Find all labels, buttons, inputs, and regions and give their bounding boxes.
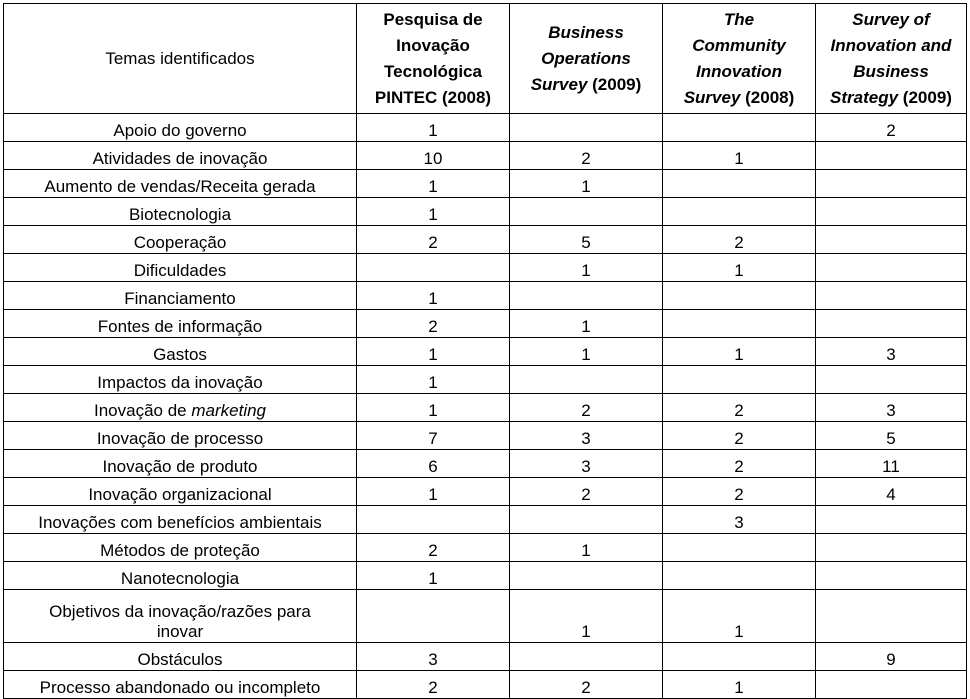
table-row — [4, 198, 967, 226]
value-cell — [816, 282, 967, 310]
header-bos-line1: Business — [548, 22, 624, 42]
table-row — [4, 422, 967, 450]
value-cell: 2 — [663, 450, 816, 478]
value-cell — [663, 170, 816, 198]
value-cell: 3 — [816, 394, 967, 422]
value-cell: 3 — [663, 506, 816, 534]
header-bos-line3: Survey — [530, 74, 588, 94]
value-cell: 2 — [510, 394, 663, 422]
table-row — [4, 394, 967, 422]
value-cell: 1 — [357, 562, 510, 590]
table-row — [4, 671, 967, 699]
value-cell: 1 — [357, 366, 510, 394]
value-cell — [816, 254, 967, 282]
theme-cell: Cooperação — [4, 226, 357, 254]
table-row — [4, 562, 967, 590]
table-row — [4, 170, 967, 198]
value-cell — [816, 506, 967, 534]
theme-cell: Biotecnologia — [4, 198, 357, 226]
theme-cell: Gastos — [4, 338, 357, 366]
value-cell: 1 — [357, 114, 510, 142]
theme-cell: Atividades de inovação — [4, 142, 357, 170]
theme-cell: Inovação organizacional — [4, 478, 357, 506]
value-cell: 2 — [816, 114, 967, 142]
table-row — [4, 366, 967, 394]
header-pintec-line4: PINTEC (2008) — [374, 87, 492, 107]
value-cell: 1 — [510, 254, 663, 282]
value-cell: 1 — [357, 394, 510, 422]
value-cell — [816, 671, 967, 699]
value-cell: 3 — [357, 643, 510, 671]
value-cell: 1 — [663, 590, 816, 643]
value-cell: 2 — [663, 394, 816, 422]
table-row — [4, 450, 967, 478]
value-cell — [663, 643, 816, 671]
theme-text-line2: inovar — [156, 622, 204, 641]
table-row — [4, 254, 967, 282]
table-row — [4, 142, 967, 170]
value-cell: 1 — [510, 310, 663, 338]
value-cell — [510, 282, 663, 310]
value-cell — [663, 282, 816, 310]
table-row — [4, 590, 967, 643]
value-cell: 2 — [663, 226, 816, 254]
value-cell: 1 — [663, 142, 816, 170]
header-bos — [510, 4, 663, 114]
table-row — [4, 226, 967, 254]
theme-cell: Inovação de produto — [4, 450, 357, 478]
value-cell — [663, 198, 816, 226]
value-cell: 1 — [663, 671, 816, 699]
table-row — [4, 534, 967, 562]
value-cell: 1 — [357, 478, 510, 506]
value-cell — [357, 254, 510, 282]
value-cell: 4 — [816, 478, 967, 506]
value-cell — [510, 114, 663, 142]
header-themes: Temas identificados — [4, 4, 357, 114]
theme-cell: Apoio do governo — [4, 114, 357, 142]
value-cell: 2 — [510, 478, 663, 506]
theme-text-italic: marketing — [191, 401, 266, 420]
table-row — [4, 310, 967, 338]
theme-cell — [4, 394, 357, 422]
value-cell — [816, 310, 967, 338]
theme-cell: Inovação de processo — [4, 422, 357, 450]
theme-cell: Métodos de proteção — [4, 534, 357, 562]
theme-cell: Financiamento — [4, 282, 357, 310]
value-cell — [816, 534, 967, 562]
header-pintec-line3: Tecnológica — [384, 61, 482, 81]
header-row — [4, 4, 967, 114]
theme-cell — [4, 590, 357, 643]
value-cell: 2 — [510, 671, 663, 699]
theme-cell: Aumento de vendas/Receita gerada — [4, 170, 357, 198]
value-cell — [357, 590, 510, 643]
theme-cell: Impactos da inovação — [4, 366, 357, 394]
header-cis-line3: Innovation — [696, 61, 782, 81]
table-row — [4, 114, 967, 142]
header-bos-year: (2009) — [587, 74, 642, 94]
value-cell — [663, 562, 816, 590]
value-cell — [816, 198, 967, 226]
value-cell: 1 — [663, 338, 816, 366]
value-cell: 1 — [663, 254, 816, 282]
theme-cell: Dificuldades — [4, 254, 357, 282]
value-cell: 1 — [510, 590, 663, 643]
value-cell: 1 — [357, 282, 510, 310]
theme-text: Inovação de — [94, 401, 192, 420]
table-row — [4, 643, 967, 671]
theme-cell: Obstáculos — [4, 643, 357, 671]
value-cell: 2 — [357, 671, 510, 699]
value-cell: 9 — [816, 643, 967, 671]
themes-table — [3, 3, 967, 699]
header-pintec-line1: Pesquisa de — [383, 9, 483, 29]
value-cell: 2 — [510, 142, 663, 170]
value-cell — [663, 366, 816, 394]
value-cell — [816, 590, 967, 643]
value-cell: 5 — [510, 226, 663, 254]
value-cell — [663, 310, 816, 338]
value-cell: 3 — [510, 422, 663, 450]
value-cell — [357, 506, 510, 534]
header-sibs-line2: Innovation and — [830, 35, 952, 55]
table-row — [4, 338, 967, 366]
value-cell — [510, 562, 663, 590]
value-cell: 3 — [510, 450, 663, 478]
table-row — [4, 478, 967, 506]
value-cell: 1 — [357, 198, 510, 226]
theme-cell: Nanotecnologia — [4, 562, 357, 590]
value-cell — [510, 506, 663, 534]
theme-cell: Fontes de informação — [4, 310, 357, 338]
header-sibs-line4: Strategy — [830, 87, 899, 107]
header-sibs-line3: Business — [853, 61, 929, 81]
value-cell: 11 — [816, 450, 967, 478]
header-cis-line4: Survey — [683, 87, 741, 107]
value-cell: 2 — [663, 422, 816, 450]
header-cis-year: (2008) — [740, 87, 795, 107]
value-cell — [816, 142, 967, 170]
value-cell: 2 — [663, 478, 816, 506]
header-pintec-line2: Inovação — [396, 35, 470, 55]
theme-cell: Processo abandonado ou incompleto — [4, 671, 357, 699]
value-cell: 1 — [510, 338, 663, 366]
value-cell: 5 — [816, 422, 967, 450]
value-cell: 7 — [357, 422, 510, 450]
table-row — [4, 282, 967, 310]
header-cis — [663, 4, 816, 114]
value-cell: 10 — [357, 142, 510, 170]
header-pintec — [357, 4, 510, 114]
header-sibs-line1: Survey of — [852, 9, 930, 29]
value-cell: 6 — [357, 450, 510, 478]
value-cell: 2 — [357, 534, 510, 562]
value-cell — [510, 198, 663, 226]
value-cell — [816, 170, 967, 198]
header-cis-line2: Community — [692, 35, 786, 55]
value-cell — [816, 366, 967, 394]
value-cell: 1 — [357, 338, 510, 366]
table-row — [4, 506, 967, 534]
header-bos-line2: Operations — [541, 48, 631, 68]
header-sibs — [816, 4, 967, 114]
value-cell: 2 — [357, 226, 510, 254]
value-cell: 1 — [510, 534, 663, 562]
theme-cell: Inovações com benefícios ambientais — [4, 506, 357, 534]
value-cell: 1 — [357, 170, 510, 198]
value-cell — [816, 226, 967, 254]
value-cell: 2 — [357, 310, 510, 338]
value-cell — [663, 534, 816, 562]
value-cell: 1 — [510, 170, 663, 198]
value-cell — [510, 643, 663, 671]
value-cell — [663, 114, 816, 142]
header-cis-line1: The — [723, 9, 755, 29]
header-sibs-year: (2009) — [898, 87, 952, 107]
value-cell: 3 — [816, 338, 967, 366]
value-cell — [510, 366, 663, 394]
theme-text-line1: Objetivos da inovação/razões para — [49, 602, 311, 621]
value-cell — [816, 562, 967, 590]
